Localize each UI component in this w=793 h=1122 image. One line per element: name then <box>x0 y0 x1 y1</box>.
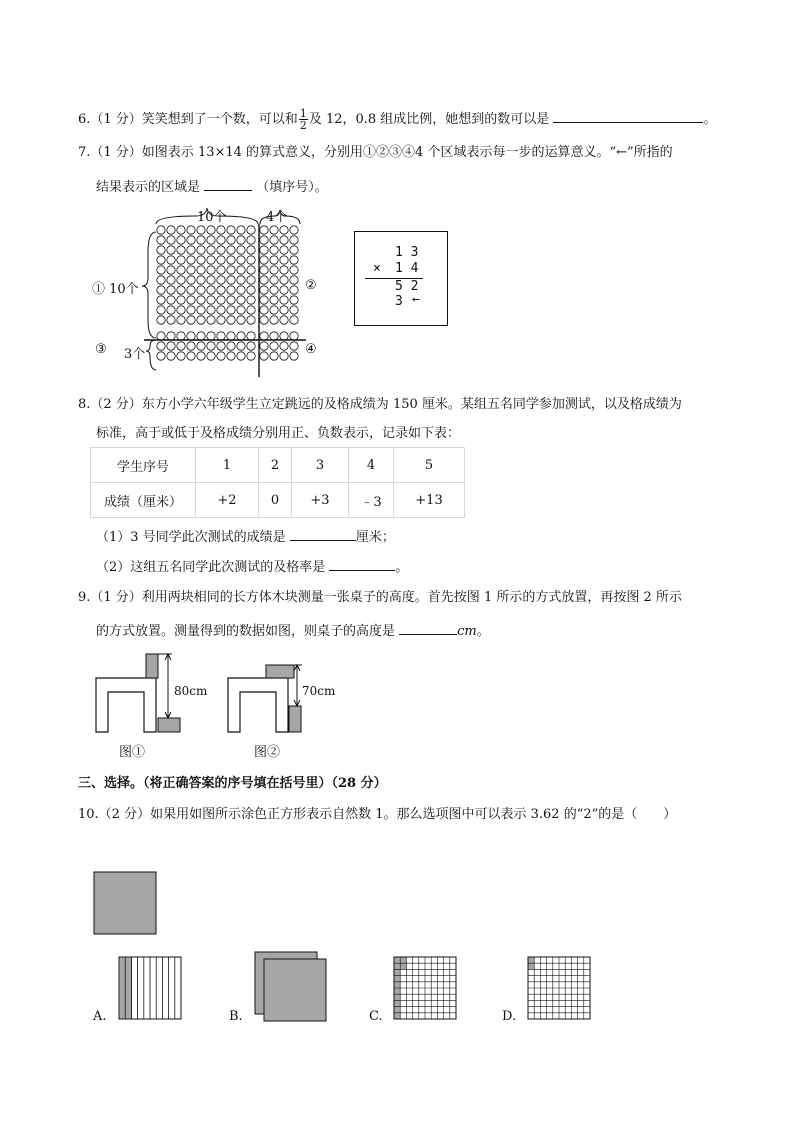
dot <box>157 306 165 314</box>
question-8-sub2: （2）这组五名同学此次测试的及格率是 。 <box>96 556 408 577</box>
dot <box>177 316 185 324</box>
dot <box>280 246 288 254</box>
dot <box>260 226 268 234</box>
dot <box>270 236 278 244</box>
answer-blank-q9[interactable] <box>399 620 457 635</box>
label-region-3: ③ <box>95 342 107 357</box>
dot <box>247 246 255 254</box>
dot <box>290 332 298 340</box>
dot <box>260 332 268 340</box>
dot <box>217 316 225 324</box>
dot <box>157 246 165 254</box>
table-cell: +3 <box>292 483 349 518</box>
dot <box>197 256 205 264</box>
dot <box>217 266 225 274</box>
dot <box>167 226 175 234</box>
dot <box>167 316 175 324</box>
dot <box>237 256 245 264</box>
dot <box>237 296 245 304</box>
label-region-4: ④ <box>305 342 317 357</box>
dot <box>280 256 288 264</box>
dot <box>167 246 175 254</box>
dot <box>197 276 205 284</box>
dot <box>280 296 288 304</box>
dot <box>197 246 205 254</box>
option-b-figure[interactable] <box>254 951 328 1023</box>
dot <box>167 296 175 304</box>
table-cell: +13 <box>394 483 465 518</box>
dot <box>207 316 215 324</box>
dot <box>217 332 225 340</box>
dot <box>197 332 205 340</box>
option-a-label[interactable]: A. <box>93 1009 107 1024</box>
dot <box>207 286 215 294</box>
dot <box>187 286 195 294</box>
dot <box>197 286 205 294</box>
dot <box>217 226 225 234</box>
table-cell: 0 <box>259 483 292 518</box>
dot <box>247 342 255 350</box>
dot <box>227 226 235 234</box>
question-8-sub1: （1）3 号同学此次测试的成绩是 厘米； <box>96 526 395 547</box>
dot <box>237 342 245 350</box>
option-b-label[interactable]: B. <box>229 1009 243 1024</box>
measure-label-2: 70cm <box>302 684 336 698</box>
dot <box>247 296 255 304</box>
dot <box>167 236 175 244</box>
option-d-label[interactable]: D. <box>502 1009 517 1024</box>
dot <box>260 306 268 314</box>
dot <box>247 266 255 274</box>
brace-left-10 <box>142 232 156 338</box>
dot <box>270 296 278 304</box>
fraction-one-half: $\frac{1}{2}$ <box>299 107 307 132</box>
dot <box>247 316 255 324</box>
dot <box>270 342 278 350</box>
dot <box>237 266 245 274</box>
dot <box>227 286 235 294</box>
dot <box>157 352 165 360</box>
dot <box>217 286 225 294</box>
dot <box>187 236 195 244</box>
dot <box>157 226 165 234</box>
dot <box>187 276 195 284</box>
dot <box>237 332 245 340</box>
dot <box>237 236 245 244</box>
dot <box>217 276 225 284</box>
dot <box>270 332 278 340</box>
dot <box>260 266 268 274</box>
table-cell: 1 <box>196 448 259 483</box>
dot <box>217 236 225 244</box>
dot <box>187 226 195 234</box>
dot <box>177 246 185 254</box>
question-6: 6.（1 分）笑笑想到了一个数，可以和 $\frac{1}{2}$ 及 12，0.8 组成比例，她想到的数可以是 。 <box>78 107 717 132</box>
dot <box>157 256 165 264</box>
dot <box>227 306 235 314</box>
dot <box>207 276 215 284</box>
dot <box>207 306 215 314</box>
dot <box>197 296 205 304</box>
dot <box>207 236 215 244</box>
dot <box>227 316 235 324</box>
table-row <box>91 483 465 518</box>
dot <box>247 352 255 360</box>
dot <box>177 296 185 304</box>
answer-blank-q7[interactable] <box>204 176 252 191</box>
dot <box>177 266 185 274</box>
question-8-line1: 8.（2 分）东方小学六年级学生立定跳远的及格成绩为 150 厘米。某组五名同学参加测试，以及格成绩为 <box>78 397 682 412</box>
dot <box>247 286 255 294</box>
figure-caption-2: 图② <box>254 745 281 760</box>
dot <box>167 332 175 340</box>
label-region-1: ① 10个 <box>92 282 139 297</box>
dot <box>227 352 235 360</box>
dot <box>270 246 278 254</box>
score-table <box>90 447 465 518</box>
dot <box>280 276 288 284</box>
dot <box>227 266 235 274</box>
option-a-figure[interactable] <box>118 956 184 1022</box>
dot <box>207 332 215 340</box>
dot <box>177 352 185 360</box>
dot <box>207 296 215 304</box>
dot <box>247 236 255 244</box>
label-3: 3个 <box>124 347 146 362</box>
dot <box>197 226 205 234</box>
dot <box>280 226 288 234</box>
dot <box>187 306 195 314</box>
dot <box>167 276 175 284</box>
dot <box>290 286 298 294</box>
dot <box>177 256 185 264</box>
unit-square <box>93 871 159 937</box>
question-9-line2: 的方式放置。测量得到的数据如图，则桌子的高度是 cm。 <box>96 620 490 641</box>
dot <box>187 342 195 350</box>
dot <box>227 276 235 284</box>
dot <box>270 266 278 274</box>
dot <box>290 256 298 264</box>
dot <box>157 316 165 324</box>
question-8-line2: 标准，高于或低于及格成绩分别用正、负数表示，记录如下表： <box>96 426 461 441</box>
mult-row3: 5 2 <box>395 279 419 294</box>
dot <box>227 246 235 254</box>
mult-row1: 1 3 <box>395 245 419 260</box>
dot <box>247 332 255 340</box>
dot <box>227 256 235 264</box>
dot <box>237 306 245 314</box>
question-10: 10.（2 分）如果用如图所示涂色正方形表示自然数 1。那么选项图中可以表示 3.62 的“2”的是（ ） <box>78 807 677 822</box>
dot <box>260 342 268 350</box>
mult-row4: 3 <box>395 294 403 309</box>
arrow-icon: ← <box>412 292 420 307</box>
dot <box>247 276 255 284</box>
dot <box>207 352 215 360</box>
dot <box>237 226 245 234</box>
block-top-2 <box>266 665 294 678</box>
label-4: 4个 <box>266 210 288 225</box>
dot <box>217 296 225 304</box>
dot <box>197 306 205 314</box>
dot <box>167 266 175 274</box>
brace-left-3 <box>146 340 156 370</box>
dot <box>290 246 298 254</box>
dot <box>237 286 245 294</box>
figure-caption-1: 图① <box>119 745 146 760</box>
question-9-line1: 9.（1 分）利用两块相同的长方体木块测量一张桌子的高度。首先按图 1 所示的方式放置，再按图 2 所示 <box>78 590 682 605</box>
dot <box>280 352 288 360</box>
dot <box>290 266 298 274</box>
table-cell: ﹣3 <box>349 483 394 518</box>
dot <box>197 342 205 350</box>
dot <box>197 236 205 244</box>
answer-blank-q8-2[interactable] <box>329 556 395 571</box>
dot <box>167 286 175 294</box>
answer-blank-q8-1[interactable] <box>290 526 356 541</box>
dot <box>167 306 175 314</box>
mult-row2: 1 4 <box>395 261 419 276</box>
dot <box>270 286 278 294</box>
dot <box>280 332 288 340</box>
table-shape-1 <box>96 678 156 732</box>
dot <box>207 256 215 264</box>
dot <box>280 266 288 274</box>
block-top-1 <box>146 654 158 678</box>
label-10: 10个 <box>197 210 227 225</box>
dot <box>187 316 195 324</box>
dot <box>157 236 165 244</box>
dot <box>177 332 185 340</box>
dot <box>207 246 215 254</box>
dot <box>270 276 278 284</box>
dot <box>270 306 278 314</box>
dot <box>247 306 255 314</box>
option-b-square-front <box>264 959 326 1021</box>
table-row <box>91 448 465 483</box>
dot <box>247 256 255 264</box>
table-cell: +2 <box>196 483 259 518</box>
dot <box>157 332 165 340</box>
dot <box>270 226 278 234</box>
dot <box>270 256 278 264</box>
dot <box>290 342 298 350</box>
dot <box>157 342 165 350</box>
dot <box>197 266 205 274</box>
option-d-grid <box>528 957 590 1019</box>
dot <box>167 256 175 264</box>
measure-label-1: 80cm <box>174 684 208 698</box>
dot <box>290 306 298 314</box>
dot <box>227 332 235 340</box>
dot <box>260 256 268 264</box>
dot <box>157 276 165 284</box>
dot <box>197 352 205 360</box>
option-c-figure[interactable] <box>393 956 459 1022</box>
dot <box>290 352 298 360</box>
dot <box>177 276 185 284</box>
dot <box>237 246 245 254</box>
dot <box>207 342 215 350</box>
dot <box>260 316 268 324</box>
dot <box>157 266 165 274</box>
dot <box>207 226 215 234</box>
dot <box>207 266 215 274</box>
dot <box>280 306 288 314</box>
dot <box>177 342 185 350</box>
option-c-label[interactable]: C. <box>369 1009 383 1024</box>
block-floor-2 <box>289 706 301 732</box>
dot <box>280 236 288 244</box>
dot <box>187 296 195 304</box>
table-cell: 学生序号 <box>91 448 196 483</box>
dot <box>237 352 245 360</box>
dot <box>157 296 165 304</box>
multiplication-box <box>354 231 448 326</box>
dot <box>177 226 185 234</box>
dot <box>187 256 195 264</box>
dot <box>187 246 195 254</box>
dot <box>177 306 185 314</box>
table-shape-2 <box>228 678 288 732</box>
dot <box>290 226 298 234</box>
dot <box>157 286 165 294</box>
dot <box>237 316 245 324</box>
dot <box>177 236 185 244</box>
dot <box>167 352 175 360</box>
table-cell: 3 <box>292 448 349 483</box>
question-7-line2: 结果表示的区域是 （填序号）。 <box>96 176 328 197</box>
dot <box>260 246 268 254</box>
dot <box>260 276 268 284</box>
dot <box>177 286 185 294</box>
dot <box>290 316 298 324</box>
dot <box>187 332 195 340</box>
dot <box>187 352 195 360</box>
question-7-line1: 7.（1 分）如图表示 13×14 的算式意义，分别用①②③④4 个区域表示每一步的运算意义。“←”所指的 <box>78 145 673 160</box>
dot <box>260 352 268 360</box>
option-d-figure[interactable] <box>527 956 593 1022</box>
table-cell: 2 <box>259 448 292 483</box>
dot <box>280 342 288 350</box>
dot <box>217 306 225 314</box>
table-cell: 4 <box>349 448 394 483</box>
dot <box>227 236 235 244</box>
dot <box>247 226 255 234</box>
mult-times: × <box>373 261 381 276</box>
section-3-heading: 三、选择。（将正确答案的序号填在括号里）（28 分） <box>78 776 387 791</box>
dot <box>260 236 268 244</box>
dot <box>227 342 235 350</box>
table-cell: 成绩（厘米） <box>91 483 196 518</box>
answer-blank-q6[interactable] <box>553 108 703 123</box>
dot <box>217 246 225 254</box>
label-region-2: ② <box>305 278 317 293</box>
dot <box>217 352 225 360</box>
dot <box>217 256 225 264</box>
dot <box>237 276 245 284</box>
dot <box>260 286 268 294</box>
dot <box>197 316 205 324</box>
dot <box>227 296 235 304</box>
unit-square-fill <box>94 872 156 934</box>
dot <box>270 352 278 360</box>
dot <box>260 296 268 304</box>
table-cell: 5 <box>394 448 465 483</box>
dot <box>280 316 288 324</box>
dot <box>290 276 298 284</box>
dot <box>167 342 175 350</box>
dot <box>217 342 225 350</box>
dot <box>290 236 298 244</box>
block-floor-1 <box>158 718 180 732</box>
dot <box>270 316 278 324</box>
dot <box>187 266 195 274</box>
dot <box>280 286 288 294</box>
dot <box>290 296 298 304</box>
